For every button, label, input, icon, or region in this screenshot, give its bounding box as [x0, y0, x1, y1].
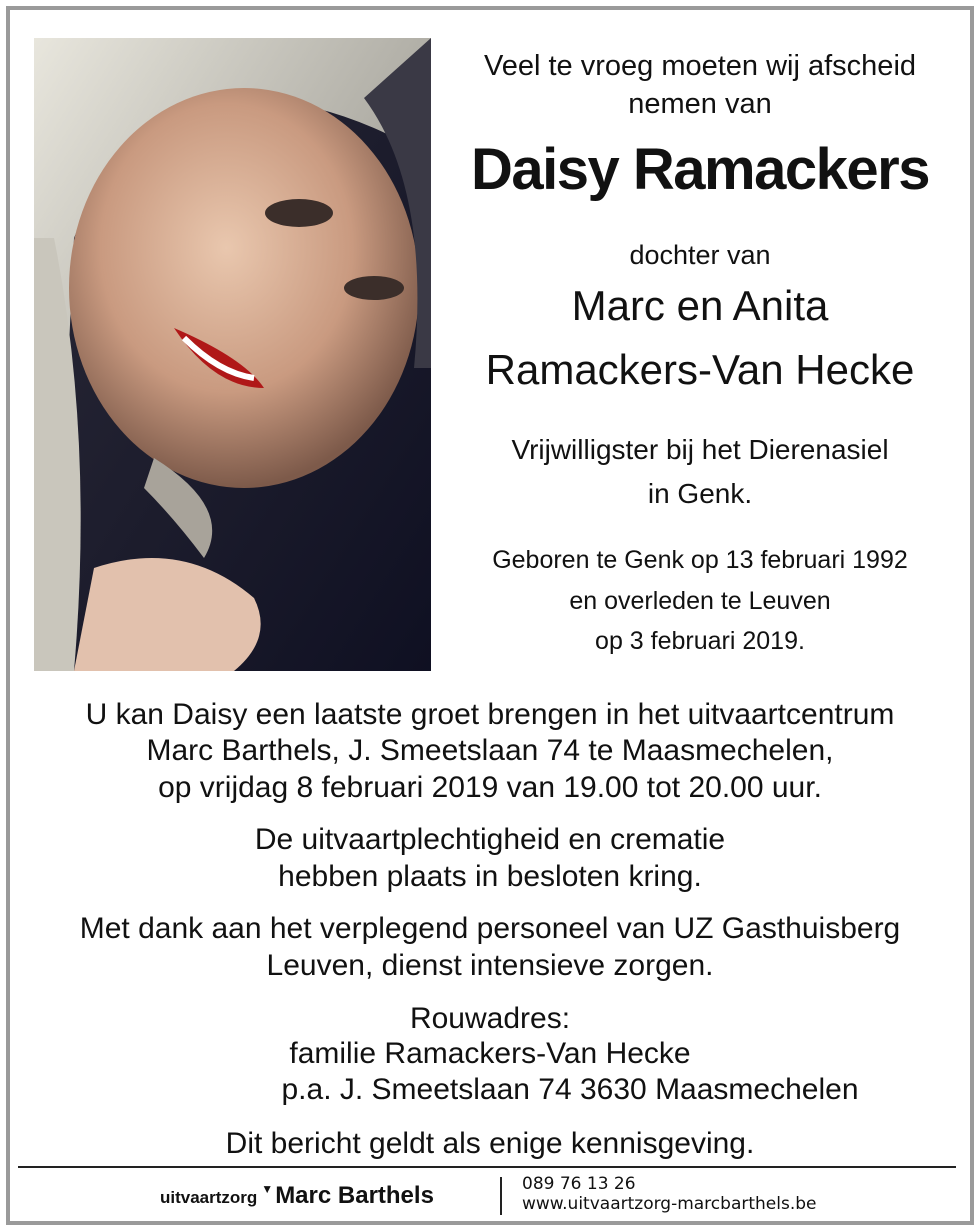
- deceased-name: Daisy Ramackers: [471, 137, 929, 202]
- volunteer-line: Vrijwilligster bij het Dierenasiel: [511, 434, 889, 465]
- footer-separator: [500, 1177, 502, 1215]
- birth-line: op 3 februari 2019.: [595, 627, 805, 655]
- contact-block: [522, 1174, 816, 1214]
- thanks-line: Met dank aan het verplegend personeel van UZ Gasthuisberg: [79, 912, 901, 945]
- ceremony-line: De uitvaartplechtigheid en crematie: [254, 823, 726, 856]
- notice-line: Dit bericht geldt als enige kennisgeving.: [225, 1127, 755, 1160]
- footer-divider: [18, 1166, 956, 1168]
- address-label: Rouwadres:: [409, 1002, 571, 1035]
- brand-name: Marc Barthels: [275, 1182, 434, 1209]
- portrait-illustration: [34, 38, 431, 671]
- phone-number: 089 76 13 26: [522, 1174, 636, 1194]
- brand-prefix: uitvaartzorg: [160, 1188, 258, 1207]
- intro-line: Veel te vroeg moeten wij afscheid: [483, 50, 917, 82]
- intro-line: nemen van: [628, 88, 772, 120]
- ceremony-line: hebben plaats in besloten kring.: [278, 860, 702, 893]
- visit-line: Marc Barthels, J. Smeetslaan 74 te Maasmechelen,: [146, 734, 834, 767]
- volunteer-line: in Genk.: [647, 478, 753, 509]
- address-line: p.a. J. Smeetslaan 74 3630 Maasmechelen: [281, 1073, 859, 1106]
- visit-line: U kan Daisy een laatste groet brengen in het uitvaartcentrum: [85, 698, 895, 731]
- parents-line: Marc en Anita: [571, 282, 829, 329]
- triangle-icon: ▼: [261, 1182, 274, 1196]
- website-link[interactable]: www.uitvaartzorg-marcbarthels.be: [522, 1194, 817, 1214]
- funeral-home-logo: [160, 1182, 434, 1210]
- relation-label: dochter van: [629, 240, 771, 270]
- birth-line: en overleden te Leuven: [569, 587, 831, 615]
- visit-line: op vrijdag 8 februari 2019 van 19.00 tot 20.00 uur.: [158, 771, 822, 804]
- thanks-line: Leuven, dienst intensieve zorgen.: [266, 949, 714, 982]
- portrait-photo: [34, 38, 431, 671]
- parents-line: Ramackers-Van Hecke: [485, 346, 915, 393]
- address-line: familie Ramackers-Van Hecke: [289, 1037, 691, 1070]
- birth-line: Geboren te Genk op 13 februari 1992: [492, 546, 908, 574]
